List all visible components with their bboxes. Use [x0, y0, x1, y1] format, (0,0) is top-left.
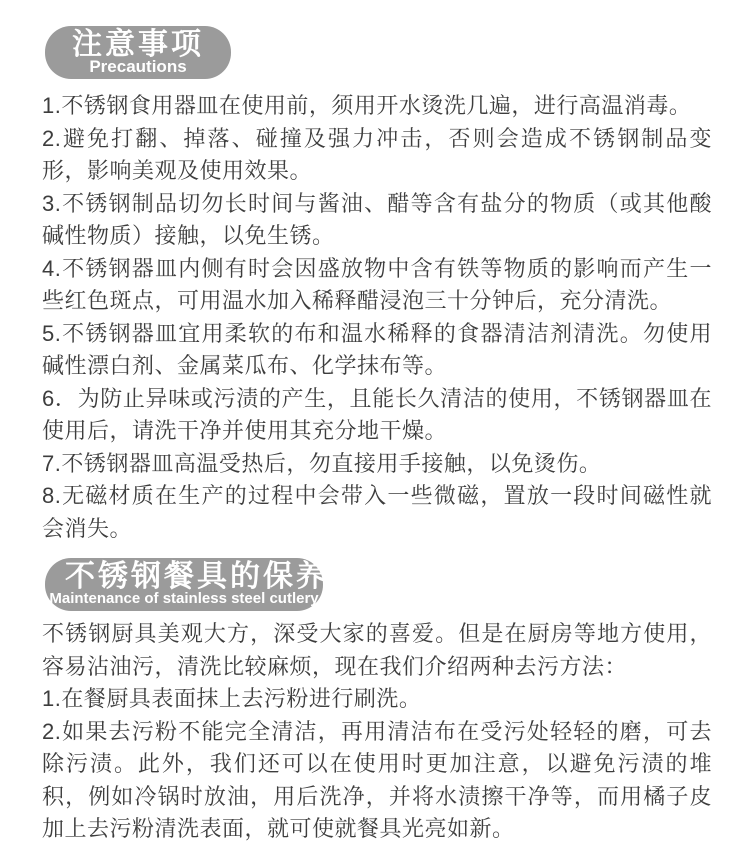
precaution-item: 6．为防止异味或污渍的产生，且能长久清洁的使用，不锈钢器皿在使用后，请洗干净并使用其充分地干燥。: [42, 385, 712, 443]
precaution-item: 2.避免打翻、掉落、碰撞及强力冲击，否则会造成不锈钢制品变形，影响美观及使用效果。: [42, 125, 712, 183]
maintenance-item: 2.如果去污粉不能完全清洁，再用清洁布在受污处轻轻的磨，可去除污渍。此外，我们还可以在使用时更加注意，以避免污渍的堆积，例如冷锅时放油，用后洗净，并将水渍擦干净等，而用橘子皮加上去污粉清洗表面，就可使就餐具光亮如新。: [42, 718, 712, 841]
precautions-badge-title: 注意事项: [72, 28, 204, 61]
precaution-item: 3.不锈钢制品切勿长时间与酱油、醋等含有盐分的物质（或其他酸碱性物质）接触，以免生锈。: [42, 190, 712, 248]
precautions-badge-subtitle: Precautions: [89, 57, 187, 76]
precaution-item: 8.无磁材质在生产的过程中会带入一些微磁，置放一段时间磁性就会消失。: [42, 483, 712, 541]
precautions-section: [42, 26, 712, 545]
precautions-list: [42, 90, 712, 545]
maintenance-item: 1.在餐厨具表面抹上去污粉进行刷洗。: [42, 686, 422, 711]
maintenance-section: [42, 558, 712, 846]
precaution-item: 7.不锈钢器皿高温受热后，勿直接用手接触，以免烫伤。: [42, 450, 602, 476]
maintenance-badge-title: 不锈钢餐具的保养: [65, 560, 329, 593]
maintenance-intro: 不锈钢厨具美观大方，深受大家的喜爱。但是在厨房等地方使用，容易沾油污，清洗比较麻烦，现在我们介绍两种去污方法：: [42, 621, 712, 679]
precaution-item: 4.不锈钢器皿内侧有时会因盛放物中含有铁等物质的影响而产生一些红色斑点，可用温水加入稀释醋浸泡三十分钟后，充分清洗。: [42, 255, 712, 313]
precaution-item: 5.不锈钢器皿宜用柔软的布和温水稀释的食器清洁剂清洗。勿使用碱性漂白剂、金属菜瓜布、化学抹布等。: [42, 320, 712, 378]
maintenance-text: [42, 618, 712, 846]
maintenance-badge-subtitle: Maintenance of stainless steel cutlery: [49, 590, 319, 607]
precaution-item: 1.不锈钢食用器皿在使用前，须用开水烫洗几遍，进行高温消毒。: [42, 93, 692, 118]
maintenance-badge: [45, 558, 329, 611]
precautions-badge: [45, 26, 231, 79]
